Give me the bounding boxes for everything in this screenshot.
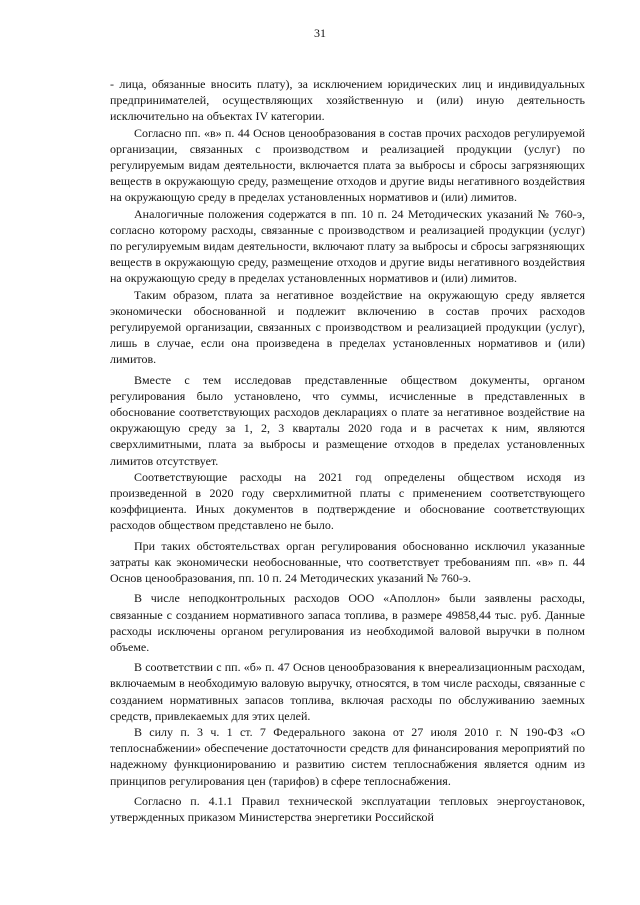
paragraph-exclusion: При таких обстоятельствах орган регулирования обоснованно исключил указанные затраты как экономически необоснованные, что соответствует требованиям пп. «в» п. 44 Основ ценообразования, пп. 10 п. 24 Методических указаний № 760-э. — [110, 538, 585, 586]
page-number: 31 — [314, 26, 326, 40]
paragraph-apollon-fuel: В числе неподконтрольных расходов ООО «Аполлон» были заявлены расходы, связанные с созданием нормативного запаса топлива, в размере 49858,44 тыс. руб. Данные расходы исключены органом регулирования из необходимой валовой выручки в полном объеме. — [110, 591, 585, 654]
paragraph-conclusion: Таким образом, плата за негативное воздействие на окружающую среду является экономически обоснованной и подлежит включению в состав прочих расходов регулируемой организации, связанных с производством и реализацией продукции (услуг), лишь в случае, если она произведена в пределах установленных нормативов и (или) лимитов. — [110, 287, 585, 367]
paragraph-continuation: - лица, обязанные вносить плату), за исключением юридических лиц и индивидуальных предпринимателей, осуществляющих хозяйственную и (или) иную деятельность исключительно на объектах IV категории. — [110, 77, 585, 124]
paragraph-190-fz: В силу п. 3 ч. 1 ст. 7 Федерального закона от 27 июля 2010 г. N 190-ФЗ «О теплоснабжении» обеспечение достаточности средств для финансирования мероприятий по надежному функционированию и развитию систем теплоснабжения является одним из принципов регулирования цен (тарифов) в сфере теплоснабжения. — [110, 724, 585, 788]
paragraph-osnovy-47b: В соответствии с пп. «б» п. 47 Основ ценообразования к внереализационным расходам, включаемым в необходимую валовую выручку, относятся, в том числе расходы, связанные с созданием нормативных запасов топлива, включая расходы по обслуживанию заемных средств, привлекаемых для этих целей. — [110, 660, 585, 723]
body-text — [110, 76, 585, 825]
paragraph-metod-ukazaniya: Аналогичные положения содержатся в пп. 10 п. 24 Методических указаний № 760-э, согласно которому расходы, связанные с производством и реализацией продукции (услуг) по регулируемым видам деятельности, включают плату за выбросы и сбросы загрязняющих веществ в окружающую среду, размещение отходов и другие виды негативного воздействия на окружающую среду в пределах установленных нормативов и (или) лимитов. — [110, 206, 585, 286]
paragraph-rules-411: Согласно п. 4.1.1 Правил технической эксплуатации тепловых энергоустановок, утвержденных приказом Министерства энергетики Российской — [110, 793, 585, 824]
paragraph-osnovy-44v: Согласно пп. «в» п. 44 Основ ценообразования в состав прочих расходов регулируемой организации, связанных с производством и реализацией продукции (услуг) по регулируемым видам деятельности, включается плата за выбросы и сбросы загрязняющих веществ в окружающую среду, размещение отходов и другие виды негативного воздействия на окружающую среду в пределах установленных нормативов и (или) лимитов. — [110, 125, 585, 205]
paragraph-2021-expenses: Соответствующие расходы на 2021 год определены обществом исходя из произведенной в 2020 году сверхлимитной платы с применением соответствующего коэффициента. Иных документов в подтверждение и обоснование соответствующих расходов обществом представлено не было. — [110, 469, 585, 533]
paragraph-investigation: Вместе с тем исследовав представленные обществом документы, органом регулирования было установлено, что суммы, исчисленные в представленных в обоснование соответствующих расходов декларациях о плате за негативное воздействие на окружающую среду за 1, 2, 3 кварталы 2020 года и в расчетах к ним, являются сверхлимитными, плата за выбросы и размещение отходов в пределах установленных лимитов отсутствует. — [110, 372, 585, 468]
